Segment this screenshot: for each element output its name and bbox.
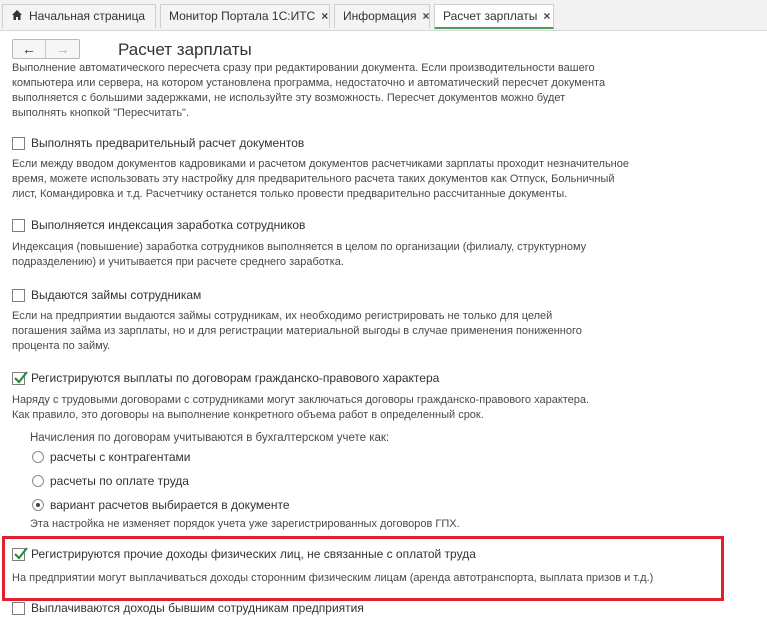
radio-label: расчеты по оплате труда <box>50 474 189 488</box>
close-icon[interactable]: × <box>321 9 329 23</box>
setting-gph-contracts[interactable] <box>12 370 439 386</box>
settings-content <box>0 62 767 621</box>
setting-description-line: лист, Командировка и т.д. Расчетчику останется только провести предварительно рассчитанные документы. <box>12 188 568 200</box>
checkbox-label: Выдаются займы сотрудникам <box>31 288 202 302</box>
close-icon[interactable]: × <box>543 9 551 23</box>
checkbox-label: Выполнять предварительный расчет документов <box>31 136 305 150</box>
setting-description-line: Индексация (повышение) заработка сотрудников выполняется в целом по организации (филиалу, структурному <box>12 241 587 253</box>
checkbox-label: Регистрируются прочие доходы физических лиц, не связанные с оплатой труда <box>31 547 476 561</box>
setting-other-income[interactable] <box>12 546 476 562</box>
intro-text-line: Выполнение автоматического пересчета сразу при редактировании документа. Если производительности вашего <box>12 62 595 74</box>
page-title: Расчет зарплаты <box>118 40 252 59</box>
setting-description-line: Наряду с трудовыми договорами с сотрудниками могут заключаться договоры гражданско-правового характера. <box>12 394 590 406</box>
setting-description-line: Если между вводом документов кадровиками и расчетом документов расчетчиками зарплаты проходит незначительное <box>12 158 629 170</box>
tab-salary-calculation[interactable] <box>434 4 554 29</box>
checkbox[interactable] <box>12 219 25 232</box>
radio-option-counterparties[interactable] <box>32 449 190 465</box>
radio-option-in-document[interactable] <box>32 497 290 513</box>
setting-description-line: На предприятии могут выплачиваться доходы сторонним физическим лицам (аренда автотранспорта, выплата призов и т.д.) <box>12 572 654 584</box>
checkbox-label: Выполняется индексация заработка сотрудников <box>31 218 306 232</box>
back-button[interactable]: ← <box>13 40 46 58</box>
forward-button[interactable]: → <box>55 41 70 57</box>
checkbox-checked[interactable] <box>12 372 25 385</box>
setting-description-line: Если на предприятии выдаются займы сотрудникам, их необходимо регистрировать не только для целей <box>12 310 553 322</box>
checkbox[interactable] <box>12 289 25 302</box>
intro-text-line: выполнять кнопкой "Пересчитать". <box>12 107 190 119</box>
gph-accounting-caption: Начисления по договорам учитываются в бухгалтерском учете как: <box>30 432 390 444</box>
setting-former-employees-income[interactable] <box>12 600 364 616</box>
setting-description-line: время, можете использовать эту настройку для предварительного расчета таких документов как Отпуск, Больничный <box>12 173 615 185</box>
setting-employee-loans[interactable] <box>12 287 201 303</box>
navigation-buttons <box>12 39 80 59</box>
checkmark-icon <box>13 546 29 562</box>
checkbox-label: Регистрируются выплаты по договорам гражданско-правового характера <box>31 371 440 385</box>
checkbox[interactable] <box>12 137 25 150</box>
radio-button-selected[interactable] <box>32 499 44 511</box>
tab-label: Монитор Портала 1С:ИТС <box>169 9 316 23</box>
setting-preliminary-calculation[interactable] <box>12 135 304 151</box>
close-icon[interactable]: × <box>422 9 430 23</box>
radio-button[interactable] <box>32 475 44 487</box>
radio-button[interactable] <box>32 451 44 463</box>
checkbox-label: Выплачиваются доходы бывшим сотрудникам предприятия <box>31 601 364 615</box>
tab-home[interactable] <box>2 4 156 28</box>
intro-text-line: компьютера или сервера, на котором установлена программа, недостаточно и автоматический пересчет документа <box>12 77 606 89</box>
tab-label: Расчет зарплаты <box>443 9 538 23</box>
checkbox-checked[interactable] <box>12 548 25 561</box>
setting-description-line: процента по займу. <box>12 340 111 352</box>
radio-option-payroll[interactable] <box>32 473 189 489</box>
radio-label: вариант расчетов выбирается в документе <box>50 498 290 512</box>
tab-its-portal-monitor[interactable] <box>160 4 330 28</box>
tab-label: Начальная страница <box>29 9 146 23</box>
intro-text-line: выполняется с большими задержками, не используйте эту возможность. Пересчет документов можно будет <box>12 92 566 104</box>
setting-salary-indexation[interactable] <box>12 217 305 233</box>
setting-description-line: Как правило, это договоры на выполнение конкретного объема работ в определенный срок. <box>12 409 484 421</box>
tab-label: Информация <box>343 9 417 23</box>
gph-accounting-note: Эта настройка не изменяет порядок учета уже зарегистрированных договоров ГПХ. <box>30 518 460 530</box>
radio-label: расчеты с контрагентами <box>50 450 191 464</box>
checkmark-icon <box>13 370 29 386</box>
home-icon <box>11 9 23 21</box>
setting-description-line: подразделению) и учитывается при расчете среднего заработка. <box>12 256 344 268</box>
tab-bar <box>0 0 767 31</box>
setting-description-line: погашения займа из зарплаты, но и для регистрации материальной выгоды в случае применения пониженного <box>12 325 582 337</box>
tab-information[interactable] <box>334 4 430 28</box>
checkbox[interactable] <box>12 602 25 615</box>
